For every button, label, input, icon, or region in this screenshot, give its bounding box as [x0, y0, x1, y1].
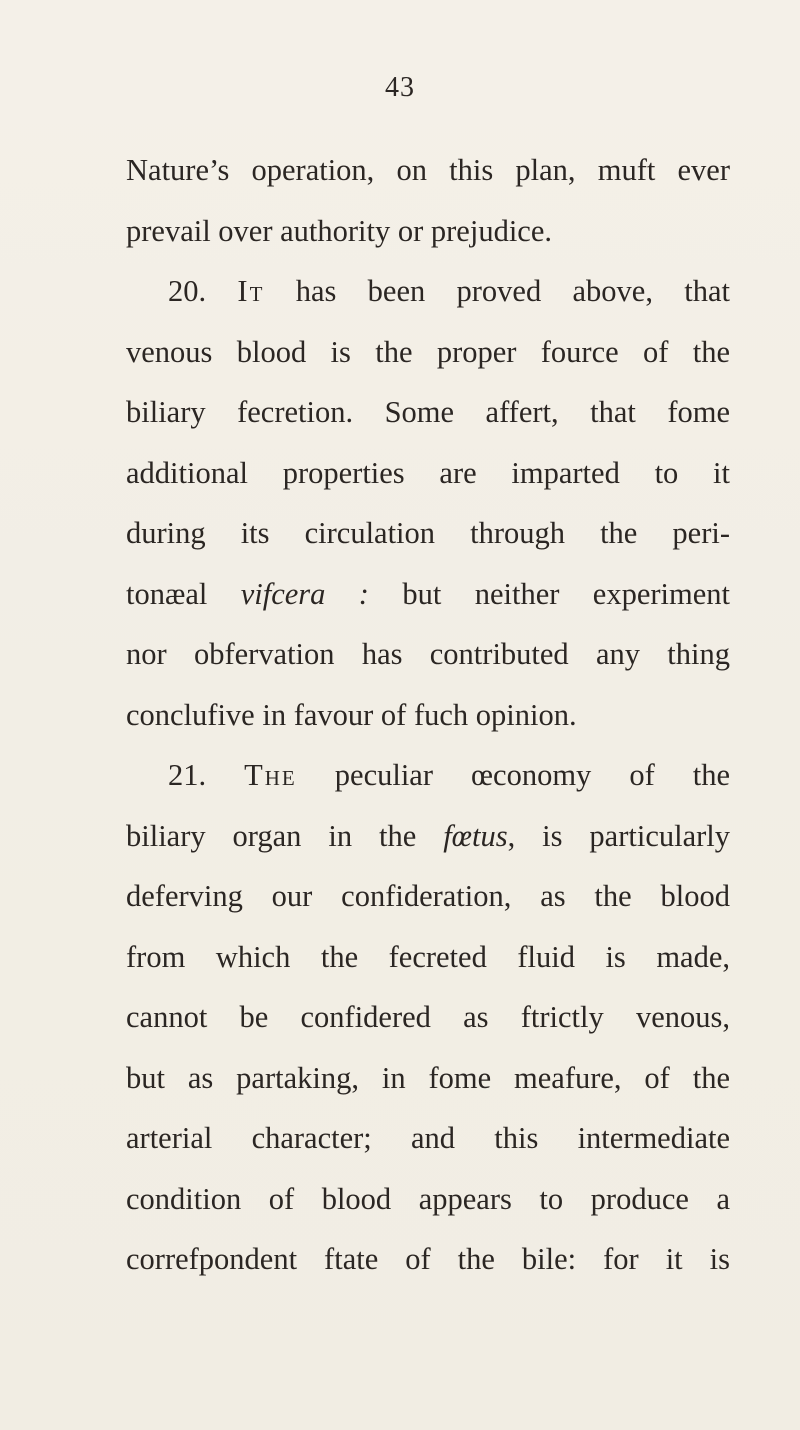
text-line: deferving our confideration, as the blood [126, 879, 730, 913]
text-line: cannot be confidered as ftrictly venous, [126, 1000, 730, 1034]
text-run: has been proved above, that [264, 274, 730, 308]
small-caps-word: It [237, 274, 265, 308]
text-line: conclufive in favour of fuch opinion. [126, 697, 577, 732]
paragraph-number: 20. [168, 274, 207, 308]
text-line: prevail over authority or prejudice. [126, 213, 552, 248]
text-line: but as partaking, in fome meafure, of the [126, 1060, 730, 1095]
page-number: 43 [385, 72, 415, 103]
text-line: arterial character; and this intermediate [126, 1121, 730, 1155]
paragraph-number: 21. [168, 758, 207, 792]
text-line: biliary fecretion. Some affert, that fome [126, 395, 730, 429]
text-line: venous blood is the proper fource of the [126, 334, 730, 369]
text-line: correfpondent ftate of the bile: for it is [126, 1242, 730, 1276]
text-run: , is particularly [507, 818, 730, 853]
paragraph-21-first-line [126, 745, 730, 806]
small-caps-word: The [244, 758, 297, 792]
text-run: but neither experiment [368, 576, 730, 611]
italic-word: fœtus [443, 818, 508, 853]
text-run: peculiar œconomy of the [296, 758, 730, 792]
body-text [126, 140, 730, 1290]
text-line: nor obfervation has contributed any thing [126, 637, 730, 671]
text-run: biliary organ in the [126, 818, 444, 853]
paragraph-20-first-line [126, 261, 730, 322]
text-line [126, 806, 730, 867]
text-line: Nature’s operation, on this plan, muft ever [126, 153, 730, 187]
italic-word: vifcera : [240, 576, 369, 611]
text-line [126, 564, 730, 625]
text-line: condition of blood appears to produce a [126, 1181, 730, 1216]
text-line: additional properties are imparted to it [126, 455, 730, 490]
text-line: during its circulation through the peri- [126, 516, 730, 550]
text-run: tonæal [126, 576, 241, 611]
text-line: from which the fecreted fluid is made, [126, 939, 730, 974]
